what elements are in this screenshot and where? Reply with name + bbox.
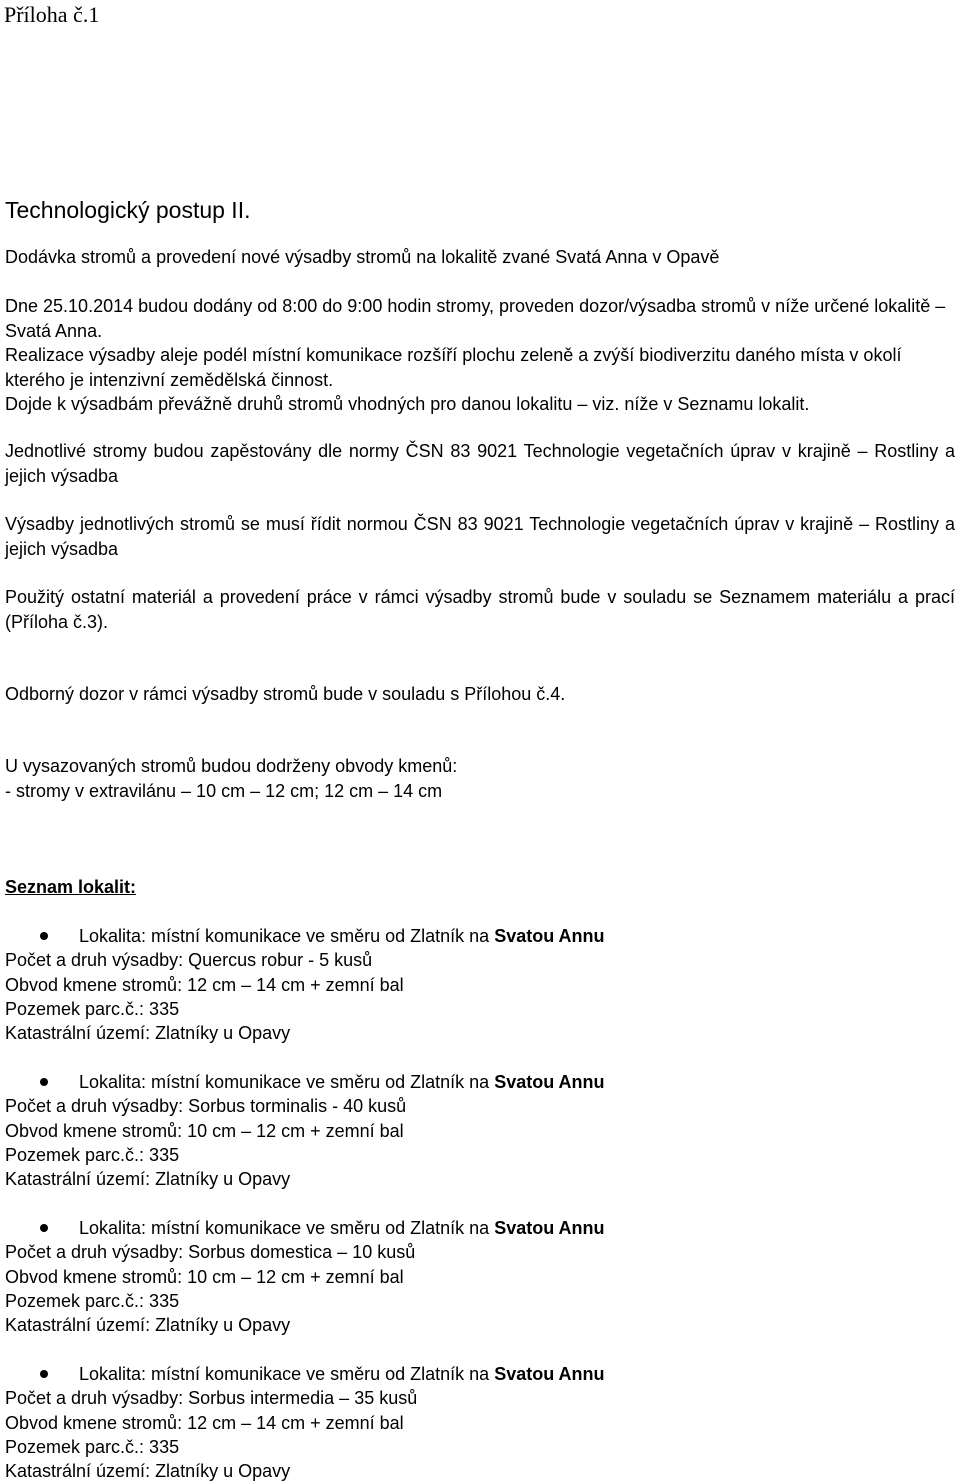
trunk-heading: U vysazovaných stromů budou dodrženy obvody kmenů: — [5, 756, 458, 776]
cadastral-line: Katastrální území: Zlatníky u Opavy — [5, 1461, 291, 1482]
planting-line: Počet a druh výsadby: Sorbus domestica – 10 kusů — [5, 1242, 416, 1263]
location-bullet-line — [5, 1362, 945, 1386]
planting-line: Počet a druh výsadby: Quercus robur - 5 kusů — [5, 950, 373, 971]
location-bullet-line — [5, 924, 945, 948]
location-prefix: Lokalita: místní komunikace ve směru od Zlatník na — [79, 926, 495, 946]
planting-line: Počet a druh výsadby: Sorbus intermedia – 35 kusů — [5, 1388, 418, 1409]
location-entry-3 — [5, 1216, 945, 1337]
parcel-line: Pozemek parc.č.: 335 — [5, 998, 180, 1019]
location-prefix: Lokalita: místní komunikace ve směru od Zlatník na — [79, 1218, 495, 1238]
planting-line: Počet a druh výsadby: Sorbus torminalis - 40 kusů — [5, 1096, 407, 1117]
document-subtitle: Dodávka stromů a provedení nové výsadby stromů na lokalitě zvané Svatá Anna v Opavě — [5, 247, 720, 267]
parcel-line: Pozemek parc.č.: 335 — [5, 1436, 180, 1457]
document-title: Technologický postup II. — [5, 197, 251, 223]
bullet-icon — [40, 932, 48, 940]
location-bullet-line — [5, 1070, 945, 1094]
location-entry-4 — [5, 1362, 945, 1483]
location-destination: Svatou Annu — [494, 1072, 605, 1092]
parcel-line: Pozemek parc.č.: 335 — [5, 1144, 180, 1165]
trunk-size-line: Obvod kmene stromů: 10 cm – 12 cm + zemní bal — [5, 1266, 404, 1287]
parcel-line: Pozemek parc.č.: 335 — [5, 1290, 180, 1311]
bullet-icon — [40, 1224, 48, 1232]
trunk-size-line: Obvod kmene stromů: 12 cm – 14 cm + zemní bal — [5, 1412, 404, 1433]
location-prefix: Lokalita: místní komunikace ve směru od Zlatník na — [79, 1364, 495, 1384]
locations-heading: Seznam lokalit: — [5, 877, 137, 897]
bullet-icon — [40, 1370, 48, 1378]
supervision-paragraph: Odborný dozor v rámci výsadby stromů bude v souladu s Přílohou č.4. — [5, 684, 566, 704]
location-entry-2 — [5, 1070, 945, 1191]
cadastral-line: Katastrální území: Zlatníky u Opavy — [5, 1169, 291, 1190]
location-destination: Svatou Annu — [494, 1218, 605, 1238]
intro-section — [5, 294, 957, 417]
appendix-label: Příloha č.1 — [4, 2, 100, 27]
standard-paragraph-2: Výsadby jednotlivých stromů se musí řídit normou ČSN 83 9021 Technologie vegetačních úprav v krajině – Rostliny a jejich výsadba — [5, 514, 955, 559]
species-paragraph: Dojde k výsadbám převážně druhů stromů vhodných pro danou lokalitu – viz. níže v Seznamu lokalit. — [5, 394, 810, 414]
trunk-size-line: Obvod kmene stromů: 10 cm – 12 cm + zemní bal — [5, 1120, 404, 1141]
standard-paragraph-1: Jednotlivé stromy budou zapěstovány dle normy ČSN 83 9021 Technologie vegetačních úprav v krajině – Rostliny a jejich výsadba — [5, 441, 955, 486]
location-entry-1 — [5, 924, 945, 1045]
trunk-requirements — [5, 754, 457, 803]
cadastral-line: Katastrální území: Zlatníky u Opavy — [5, 1023, 291, 1044]
trunk-line: - stromy v extravilánu – 10 cm – 12 cm; 12 cm – 14 cm — [5, 780, 443, 801]
bullet-icon — [40, 1078, 48, 1086]
delivery-paragraph: Dne 25.10.2014 budou dodány od 8:00 do 9:00 hodin stromy, proveden dozor/výsadba stromů v níže určené lokalitě – Svatá Anna. — [5, 296, 946, 341]
location-bullet-line — [5, 1216, 945, 1240]
location-destination: Svatou Annu — [494, 926, 605, 946]
location-prefix: Lokalita: místní komunikace ve směru od Zlatník na — [79, 1072, 495, 1092]
cadastral-line: Katastrální území: Zlatníky u Opavy — [5, 1315, 291, 1336]
trunk-size-line: Obvod kmene stromů: 12 cm – 14 cm + zemní bal — [5, 974, 404, 995]
material-paragraph: Použitý ostatní materiál a provedení práce v rámci výsadby stromů bude v souladu se Seznamem materiálu a prací (Příloha č.3). — [5, 587, 955, 632]
realization-paragraph: Realizace výsadby aleje podél místní komunikace rozšíří plochu zeleně a zvýší biodiverzitu daného místa v okolí kterého je intenzivní zemědělská činnost. — [5, 345, 902, 390]
location-destination: Svatou Annu — [494, 1364, 605, 1384]
